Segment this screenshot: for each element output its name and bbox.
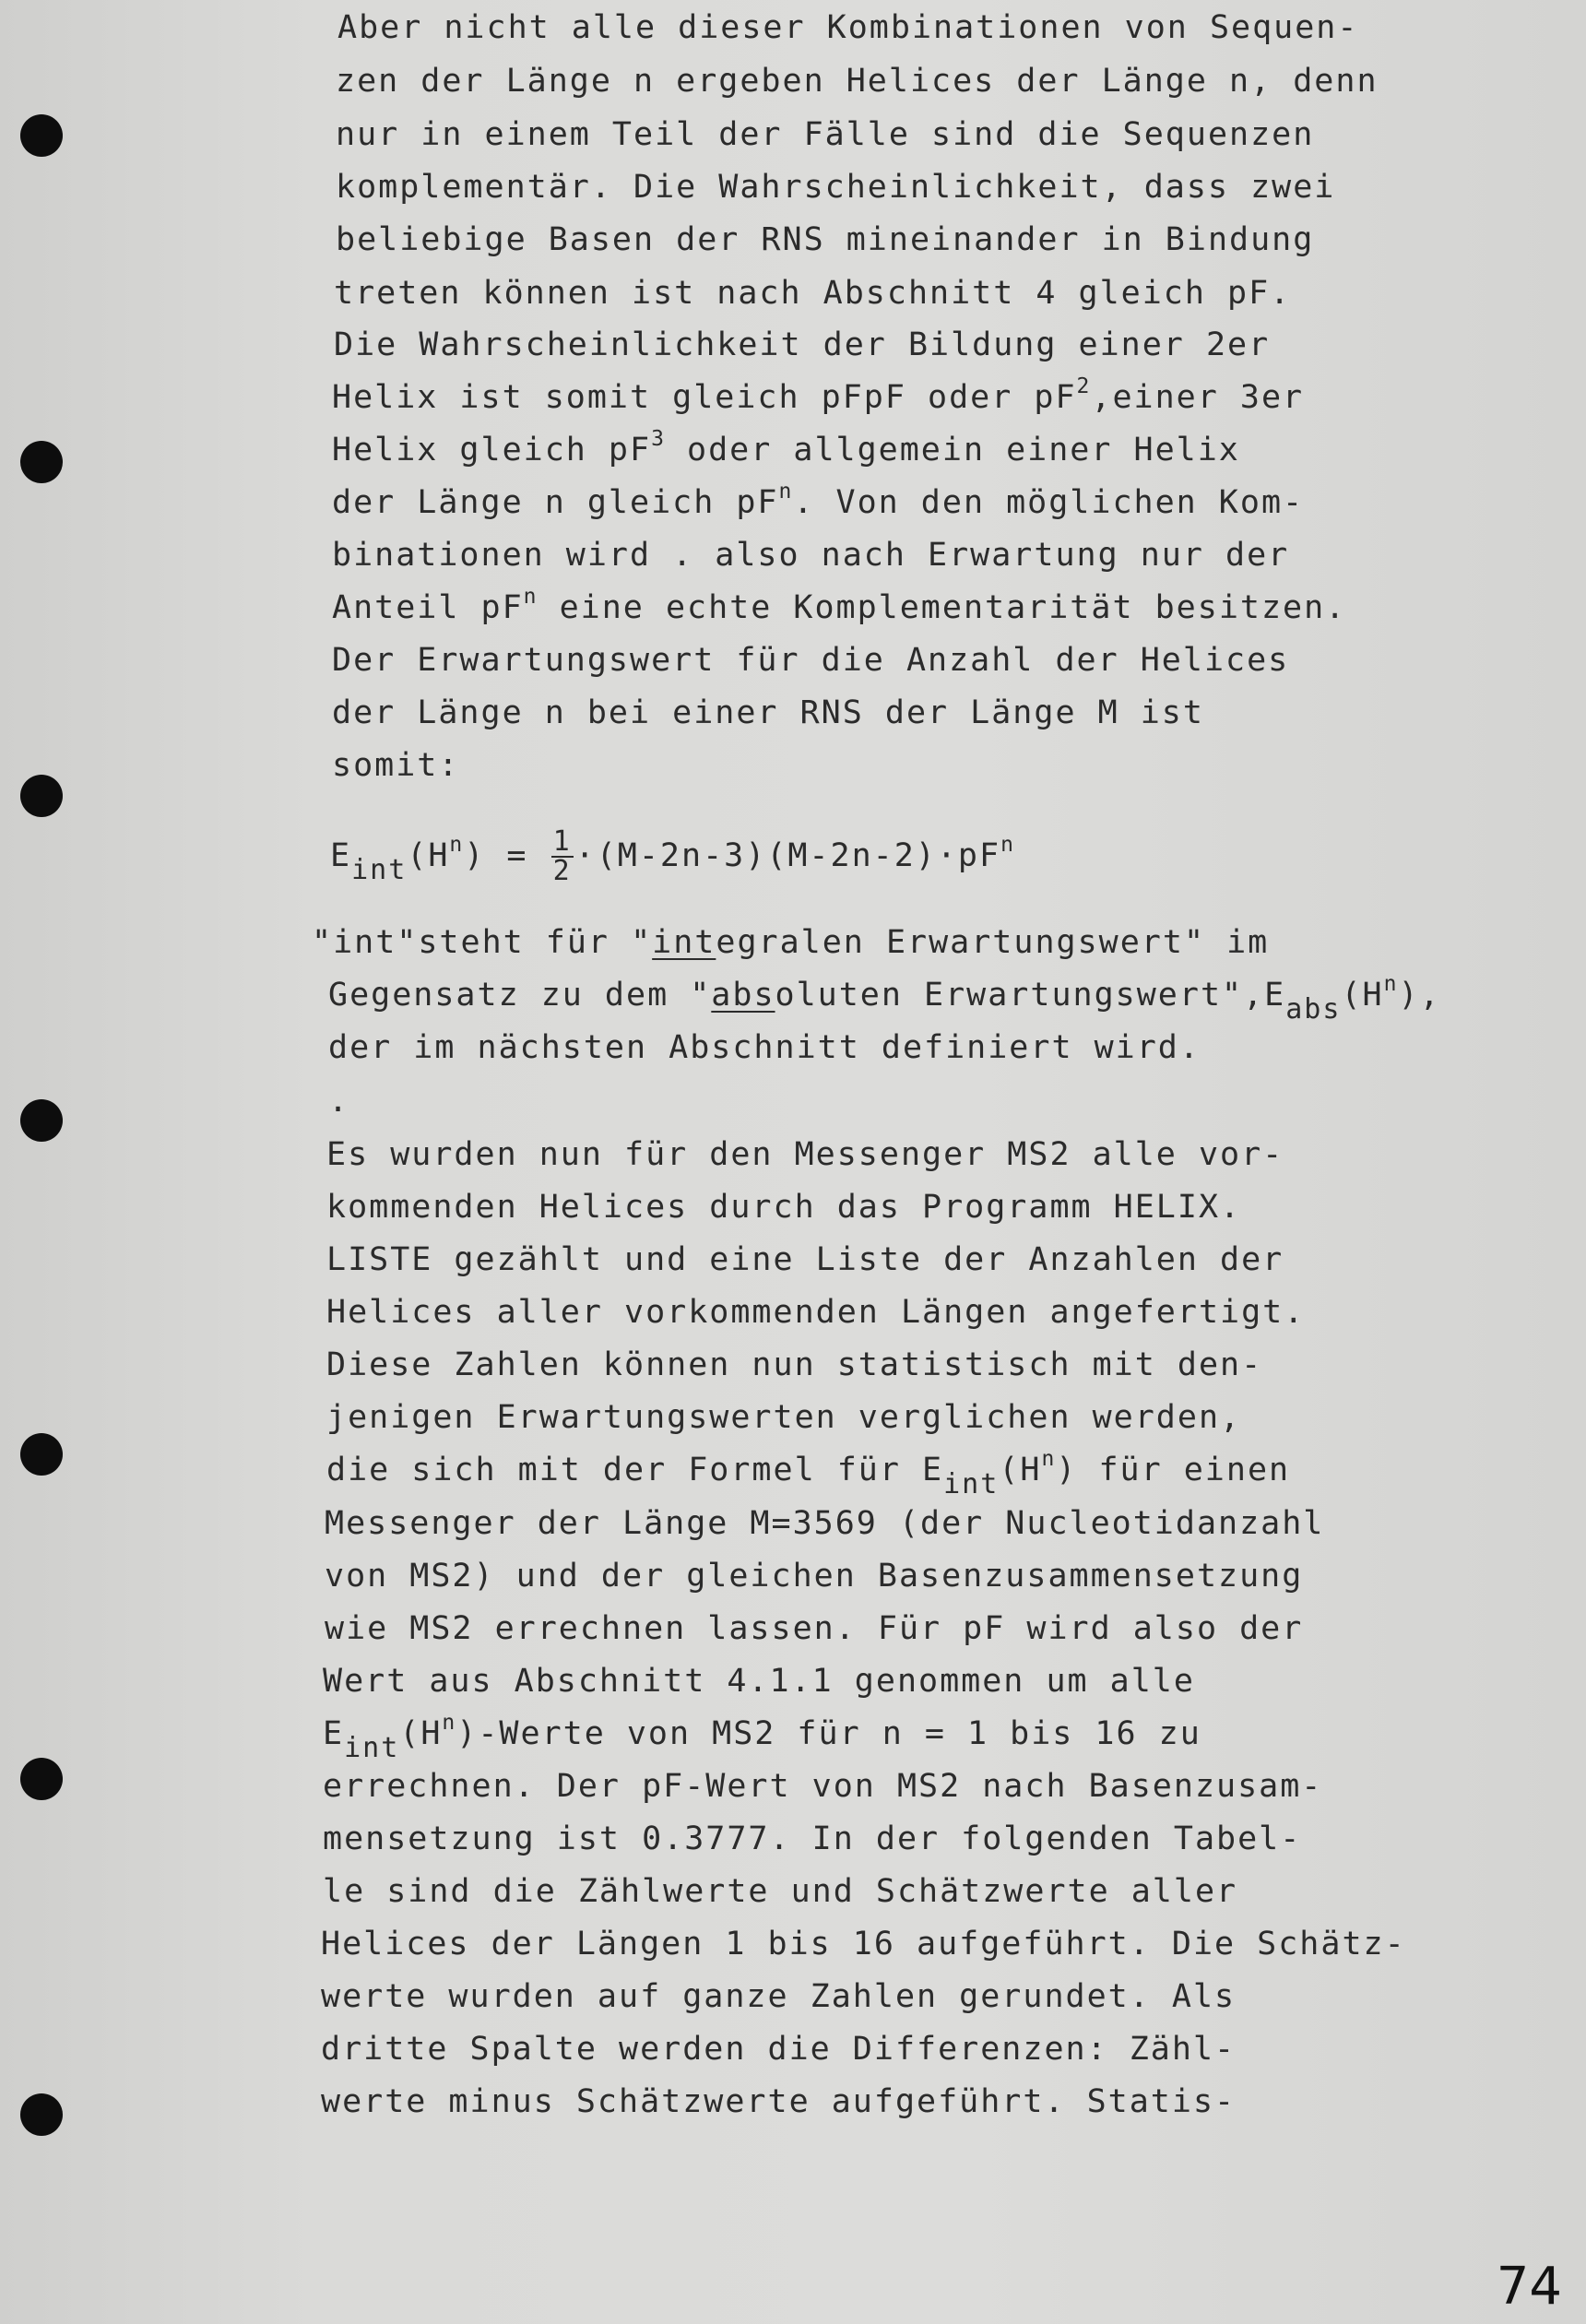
stray-mark: . xyxy=(328,1083,350,1120)
text-line: Der Erwartungswert für die Anzahl der Helices xyxy=(332,642,1290,679)
text-line: Helix gleich $pF^3$ oder allgemein einer Helix xyxy=(332,427,1240,468)
text-line: mensetzung ist 0.3777. In der folgenden Tabel- xyxy=(323,1820,1302,1857)
text-line: somit: xyxy=(332,747,460,784)
page-number: 74 xyxy=(1496,2257,1562,2317)
text-line: treten können ist nach Abschnitt 4 gleich pF. xyxy=(334,275,1292,312)
text-line: binationen wird . also nach Erwartung nur der xyxy=(332,537,1290,574)
text-line: beliebige Basen der RNS mineinander in Bindung xyxy=(336,221,1315,258)
text-line: le sind die Zählwerte und Schätzwerte aller xyxy=(323,1873,1238,1910)
fraction: $\frac{1}{2}$ xyxy=(552,825,572,887)
text-line: Gegensatz zu dem "absoluten $Erwartungswert",E_{abs}(H^n)$, xyxy=(328,972,1441,1026)
text-line: Helix ist somit gleich pFpF oder $pF^2,einer$ 3er xyxy=(332,374,1305,416)
punch-hole xyxy=(20,1433,63,1476)
text-line: LISTE gezählt und eine Liste der Anzahlen der xyxy=(326,1241,1284,1278)
text-line: der Länge n gleich $pF^n$. Von den möglichen Kom- xyxy=(332,480,1305,521)
text-line: werte wurden auf ganze Zahlen gerundet. Als xyxy=(321,1978,1237,2015)
text-line: der Länge n bei einer RNS der Länge M ist xyxy=(332,694,1204,731)
exponent: n xyxy=(778,480,794,504)
text-line: werte minus Schätzwerte aufgeführt. Statis- xyxy=(321,2083,1237,2120)
text-line: von MS2) und der gleichen Basenzusammensetzung xyxy=(325,1558,1304,1595)
punch-hole xyxy=(20,775,63,817)
text-line: Anteil $pF^n$ eine echte Komplementarität besitzen. xyxy=(332,585,1347,626)
formula: $E_{int}(H^n)$ = $\frac{1}{2}$ $\cdot(M-2n-3)(M-2n-2)\cdot pF^n$ xyxy=(330,825,1015,887)
punch-hole xyxy=(20,441,63,483)
text-line: errechnen. Der pF-Wert von MS2 nach Basenzusam- xyxy=(323,1768,1323,1805)
text-line: Wert aus Abschnitt 4.1.1 genommen um alle xyxy=(323,1663,1195,1700)
text-line: kommenden Helices durch das Programm HELIX. xyxy=(326,1189,1242,1226)
punch-hole xyxy=(20,1758,63,1800)
text-line: "int"steht für "integralen Erwartungswert" im xyxy=(312,924,1270,961)
text-line: Die Wahrscheinlichkeit der Bildung einer 2er xyxy=(334,326,1271,363)
text-line: Helices der Längen 1 bis 16 aufgeführt. Die Schätz- xyxy=(321,1926,1406,1962)
text-line: jenigen Erwartungswerten verglichen werden, xyxy=(326,1399,1242,1436)
text-line: Es wurden nun für den Messenger MS2 alle vor- xyxy=(326,1136,1284,1173)
text-line: nur in einem Teil der Fälle sind die Sequenzen xyxy=(336,116,1315,153)
exponent: 3 xyxy=(651,427,666,451)
punch-hole xyxy=(20,2093,63,2136)
text-line: dritte Spalte werden die Differenzen: Zähl- xyxy=(321,2031,1237,2068)
text-line: der im nächsten Abschnitt definiert wird. xyxy=(328,1029,1201,1066)
text-line: $E_{int}(H^n)$-Werte von MS2 für n = 1 bis 16 zu xyxy=(323,1711,1201,1764)
text-line: Diese Zahlen können nun statistisch mit den- xyxy=(326,1346,1263,1383)
text-line: die sich mit der Formel für $E_{int}(H^n)$ für einen xyxy=(326,1447,1291,1500)
text-line: komplementär. Die Wahrscheinlichkeit, dass zwei xyxy=(336,169,1336,206)
text-line: Helices aller vorkommenden Längen angefertigt. xyxy=(326,1294,1306,1331)
exponent: 2 xyxy=(1076,374,1092,398)
exponent: n xyxy=(523,585,539,609)
text-line: Messenger der Länge M=3569 (der Nucleotidanzahl xyxy=(325,1505,1325,1542)
punch-hole xyxy=(20,114,63,157)
text-line: wie MS2 errechnen lassen. Für pF wird also der xyxy=(325,1610,1304,1647)
text-line: zen der Länge n ergeben Helices der Länge n, denn xyxy=(336,63,1379,100)
punch-hole xyxy=(20,1099,63,1142)
text-line: Aber nicht alle dieser Kombinationen von Sequen- xyxy=(337,9,1359,46)
